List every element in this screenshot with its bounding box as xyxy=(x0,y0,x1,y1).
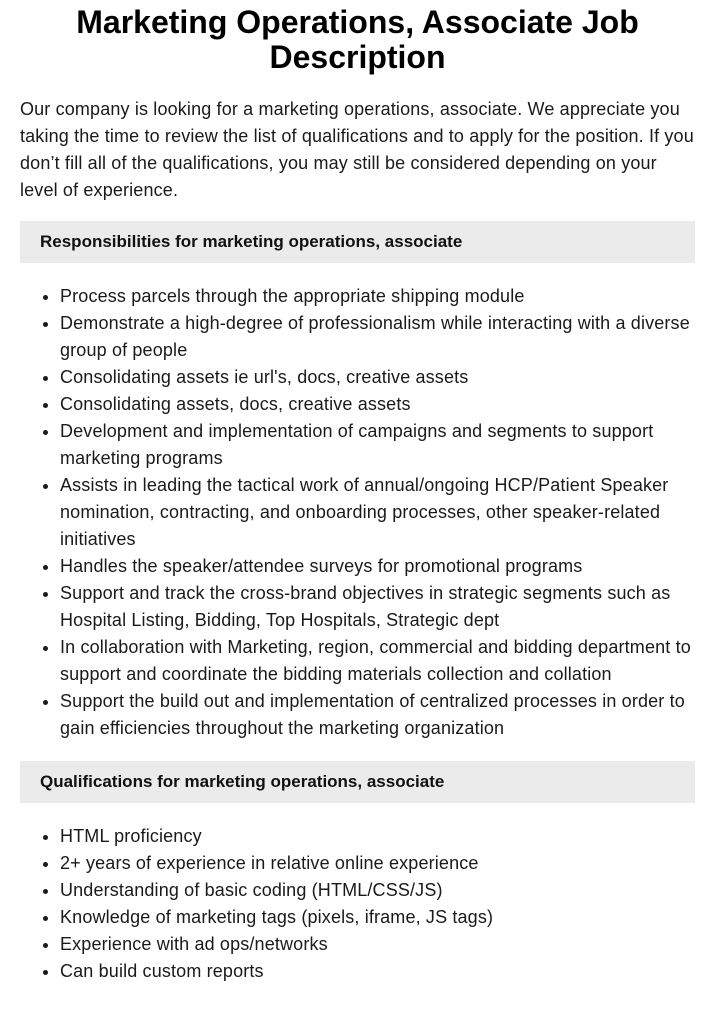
list-item: • Consolidating assets ie url's, docs, creative assets xyxy=(60,364,695,391)
page-title: Marketing Operations, Associate Job Description xyxy=(76,4,639,75)
list-item: • In collaboration with Marketing, region, commercial and bidding department to support and coordinate the bidding materials collection and collation xyxy=(60,634,695,688)
list-item: • HTML proficiency xyxy=(60,823,695,850)
qualifications-heading: Qualifications for marketing operations, associate xyxy=(20,761,695,803)
list-item: • Process parcels through the appropriate shipping module xyxy=(60,283,695,310)
list-item: • Knowledge of marketing tags (pixels, iframe, JS tags) xyxy=(60,904,695,931)
responsibilities-heading: Responsibilities for marketing operations, associate xyxy=(20,221,695,263)
list-item: • Handles the speaker/attendee surveys for promotional programs xyxy=(60,553,695,580)
list-item: • Experience with ad ops/networks xyxy=(60,931,695,958)
list-item: • Consolidating assets, docs, creative assets xyxy=(60,391,695,418)
qualifications-list xyxy=(20,823,695,985)
list-item: • Assists in leading the tactical work of annual/ongoing HCP/Patient Speaker nomination, contracting, and onboarding processes, other speaker-related initiatives xyxy=(60,472,695,553)
intro-paragraph: Our company is looking for a marketing operations, associate. We appreciate you taking the time to review the list of qualifications and to apply for the position. If you don’t fill all of the qualifications, you may still be considered depending on your level of experience. xyxy=(20,99,694,200)
list-item: • Understanding of basic coding (HTML/CSS/JS) xyxy=(60,877,695,904)
job-description xyxy=(0,5,720,985)
list-item: • Can build custom reports xyxy=(60,958,695,985)
list-item: • Development and implementation of campaigns and segments to support marketing programs xyxy=(60,418,695,472)
list-item: • Support and track the cross-brand objectives in strategic segments such as Hospital Listing, Bidding, Top Hospitals, Strategic dept xyxy=(60,580,695,634)
list-item: • Demonstrate a high-degree of professionalism while interacting with a diverse group of people xyxy=(60,310,695,364)
list-item: • Support the build out and implementation of centralized processes in order to gain efficiencies throughout the marketing organization xyxy=(60,688,695,742)
responsibilities-list xyxy=(20,283,695,742)
list-item: • 2+ years of experience in relative online experience xyxy=(60,850,695,877)
